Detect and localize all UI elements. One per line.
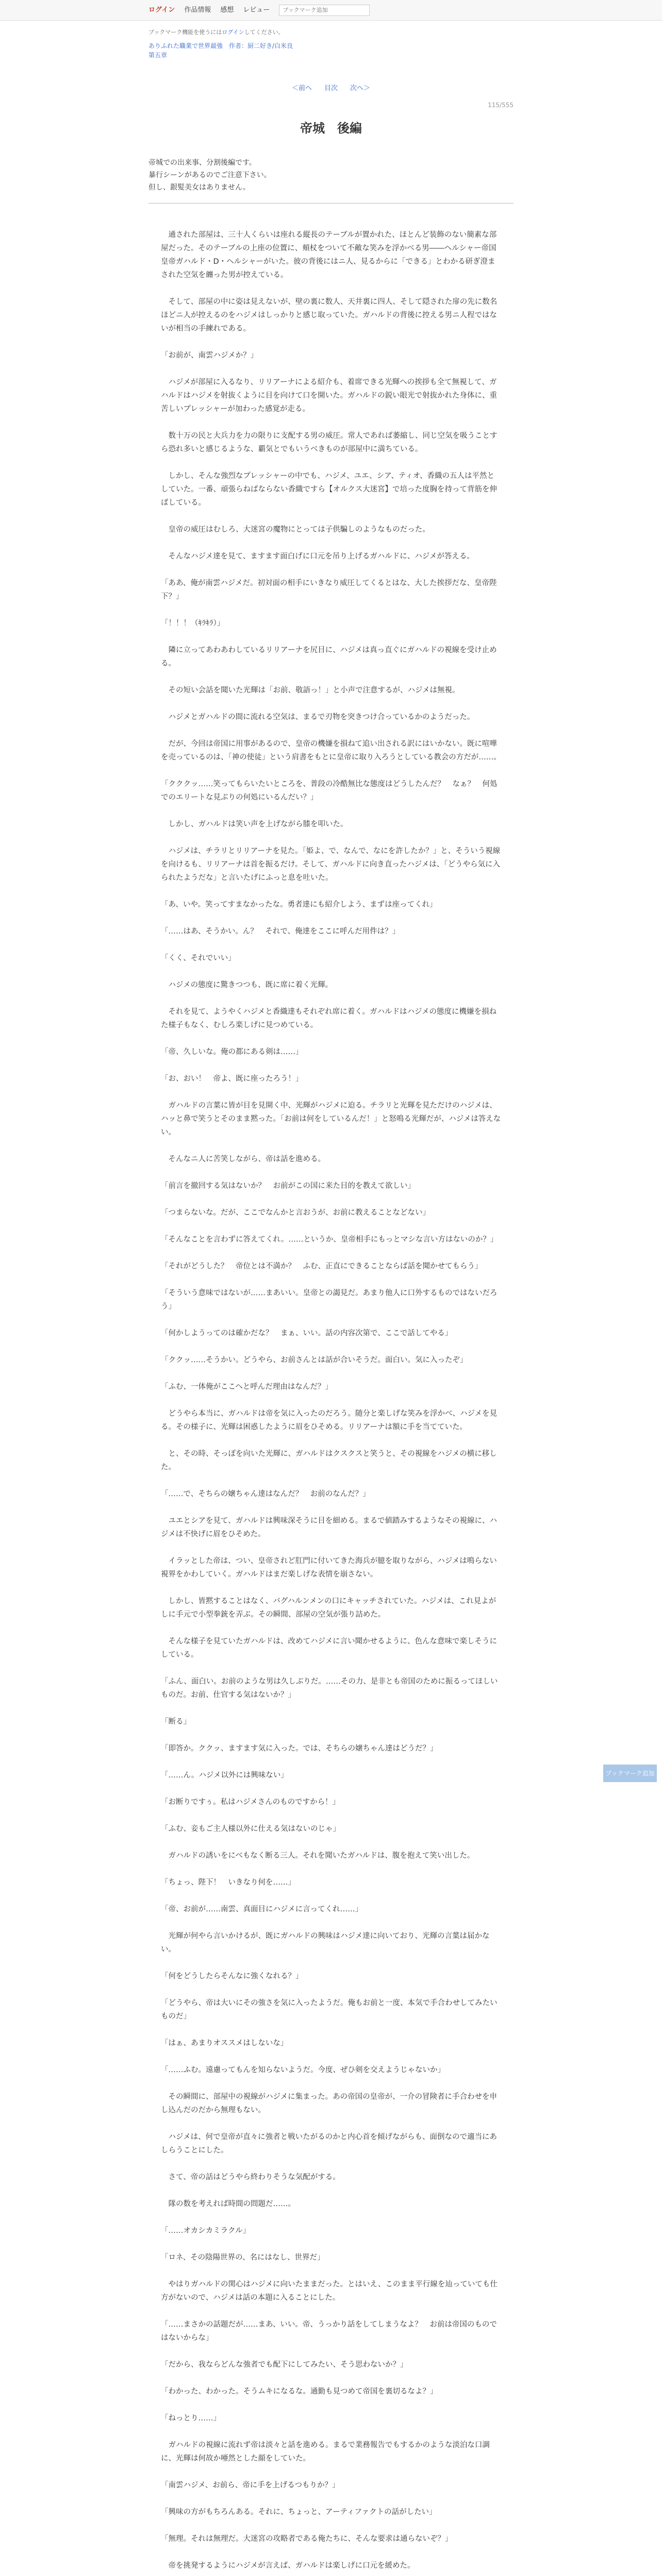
paragraph: 「興味の方がもちろんある。それに、ちょっと、アーティファクトの話がしたい」	[161, 2508, 437, 2516]
paragraph: それを見て、ようやくハジメと香織達もそれぞれ席に着く。ガハルドはハジメの態度に機嫌を損ねた様子もなく、むしろ楽しげに見つめている。	[161, 1008, 497, 1029]
paragraph: 「……で、そちらの嬢ちゃん達はなんだ？ お前のなんだ？」	[161, 1490, 370, 1498]
paragraph: そんな様子を見ていたガハルドは、改めてハジメに言い聞かせるように、色んな意味で楽しそうにしている。	[161, 1637, 498, 1659]
paragraph: 通された部屋は、三十人くらいは座れる縦長のテーブルが置かれた、ほとんど装飾のない簡素な部屋だった。そのテーブルの上座の位置に、頬杖をついて不敵な笑みを浮かべる男――ヘルシャー帝国皇帝ガハルド・D・ヘルシャーがいた。彼の背後にはニ人、見るからに「できる」とわかる研ぎ澄まされた空気を纏った男が控えている。	[161, 231, 497, 279]
paragraph: 「ふむ、妾もご主人様以外に仕える気はないのじゃ」	[161, 1825, 340, 1833]
paragraph: しかし、皆黙することはなく、バグハルンメンの口にキャッチされていた。ハジメは、これ見よがしに手元で小型拳銃を弄ぶ。その瞬間、部屋の空気が張り詰めた。	[161, 1597, 496, 1619]
paragraph: 「！！！（ｷﾗｷﾗ）」	[161, 619, 225, 628]
paragraph: ハジメとガハルドの間に流れる空気は、まるで刃物を突きつけ合っているかのようだった。	[161, 713, 475, 721]
paragraph: どうやら本当に、ガハルドは帝を気に入ったのだろう。随分と楽しげな笑みを浮かべ、ハジメを見る。その様子に、光輝は困惑したように眉をひそめる。リリアーナは額に手を当てていた。	[161, 1410, 498, 1431]
paragraph: イラッとした帝は、つい、皇帝されど肛門に付いてきた海兵が臆を取りながら、ハジメは鳴らない視界をかわしていく。ガハルドはまだ楽しげな表情を崩さない。	[161, 1557, 497, 1579]
paragraph: 「即答か。ククッ、ますます気に入った。では、そちらの嬢ちゃん達はどうだ？」	[161, 1744, 438, 1753]
paragraph: 隊の数を考えれば時間の問題だ……。	[161, 2200, 295, 2208]
paragraph: 「南雲ハジメ、お前ら、帝に手を上げるつもりか？」	[161, 2481, 340, 2489]
novel-container	[148, 21, 514, 2576]
paragraph: ガハルドの誘いをにべもなく断る三人。それを聞いたガハルドは、腹を抱えて笑い出した。	[161, 1852, 475, 1860]
paragraph: 「ふむ、一体俺がここへと呼んだ理由はなんだ？」	[161, 1383, 333, 1391]
paragraph: 「ふん、面白い。お前のような男は久しぶりだ。……その力、是非とも帝国のために振るってほしいものだ。お前、仕官する気はないか？」	[161, 1677, 498, 1699]
paragraph: 「ククッ……そうかい。どうやら、お前さんとは話が合いそうだ。面白い。気に入ったぞ」	[161, 1356, 468, 1364]
paragraph: ガハルドの言葉に皆が目を見開く中、光輝がハジメに迫る。チラリと光輝を見ただけのハジメは、ハッと鼻で笑うとそのまま黙った。「お前は何をしているんだ！」と怒鳴る光輝だが、ハジメは答えない。	[161, 1101, 501, 1137]
paragraph: 隣に立ってあわあわしているリリアーナを尻目に、ハジメは真っ直ぐにガハルドの視線を受け止める。	[161, 646, 497, 668]
paragraph: 「ああ、俺が南雲ハジメだ。初対面の相手にいきなり威圧してくるとはな、大した挨拶だな、皇帝陛下？」	[161, 579, 497, 601]
paragraph: ユエとシアを見て、ガハルドは興味深そうに目を細める。まるで値踏みするようなその視線に、ハジメは不快げに眉をひそめた。	[161, 1517, 498, 1538]
paragraph: 帝を挑発するようにハジメが言えば、ガハルドは楽しげに口元を緩めた。	[161, 2562, 415, 2570]
paragraph: そんなハジメ達を見て、ますます面白げに口元を吊り上げるガハルドに、ハジメが答える。	[161, 552, 474, 561]
paragraph: 「何をどうしたらそんなに強くなれる？」	[161, 1972, 303, 1980]
paragraph: 「お前が、南雲ハジメか？」	[161, 351, 258, 360]
paragraph: 「くく、それでいい」	[161, 954, 236, 962]
paragraph: 皇帝の威圧はむしろ、大迷宮の魔物にとっては子供騙しのようなものだった。	[161, 526, 430, 534]
page-count: 115/555	[488, 101, 514, 109]
next-chapter-link[interactable]: 次へ＞	[350, 84, 371, 92]
login-link[interactable]: ログイン	[148, 6, 175, 14]
series-title[interactable]: ありふれた職業で世界最強 作者：厨二好き/白米良	[148, 42, 293, 49]
login-notice-link[interactable]: ログイン	[222, 29, 244, 36]
paragraph: 「……オカシカミラクル」	[161, 2227, 251, 2235]
paragraph: ハジメは、チラリとリリアーナを見た。「姫よ、で、なんで、なにを許したか？」と、そういう視線を向けるも、リリアーナは首を振るだけ。そして、ガハルドに向き直ったハジメは、「どうやら気に入られたようだな」と言いたげにふっと息を吐いた。	[161, 847, 501, 882]
paragraph: 「ロネ、その陰陽世界の、名にはなし、世界だ」	[161, 2253, 325, 2262]
paragraph: さて、帝の話はどうやら終わりそうな気配がする。	[161, 2173, 340, 2181]
paragraph: 「わかった、わかった。そうムキになるな。通勤も見つめて帝国を裏切るなよ？」	[161, 2387, 438, 2396]
paragraph: 「ちょっ、陛下！ いきなり何を……」	[161, 1878, 295, 1887]
floating-bookmark-button[interactable]: ブックマーク追加	[603, 1765, 657, 1782]
paragraph: 「だから、我ならどんな強者でも配下にしてみたい、そう思わないか？」	[161, 2361, 408, 2369]
paragraph: その短い会話を聞いた光輝は「お前、敬語っ！」と小声で注意するが、ハジメは無視。	[161, 686, 460, 694]
preface	[148, 157, 514, 204]
paragraph: やはりガハルドの関心はハジメに向いたままだった。とはいえ、このまま平行線を辿っていても仕方がないので、ハジメは話の本題に入ることにした。	[161, 2280, 498, 2302]
paragraph: 「……はあ、そうかい。ん？ それで、俺達をここに呼んだ用件は？」	[161, 927, 400, 936]
prev-chapter-link[interactable]: ＜前へ	[291, 84, 312, 92]
preface-line: 帝城での出来事、分割後編です。	[148, 159, 256, 167]
paragraph: 「……ふむ。遠慮ってもんを知らないようだ。今度、ぜひ剣を交えようじゃないか」	[161, 2066, 445, 2074]
paragraph: 「無理。それは無理だ。大迷宮の攻略者である俺たちに、そんな要求は通らないぞ？」	[161, 2535, 453, 2543]
bookmark-input[interactable]	[279, 5, 370, 16]
paragraph: 「帝、久しいな。俺の都にある剣は……」	[161, 1048, 303, 1056]
chapter-pager	[148, 82, 514, 92]
works-link[interactable]: 作品情報	[184, 6, 211, 14]
paragraph: だが、今回は帝国に用事があるので、皇帝の機嫌を損ねて追い出される訳にはいかない。既に喧嘩を売っているのは、「神の使徒」という肩書をもとに皇帝に取り入ろうとしている教会の方だが……。	[161, 740, 501, 761]
paragraph: 「はぁ、あまりオススメはしないな」	[161, 2039, 288, 2047]
paragraph: 「何かしようってのは確かだな？ まぁ、いい。話の内容次第で、ここで話してやる」	[161, 1329, 453, 1337]
paragraph: 「断る」	[161, 1718, 191, 1726]
paragraph: 「そういう意味ではないが……まあいい。皇帝との謁見だ。あまり他人に口外するものではないだろう」	[161, 1289, 498, 1311]
chapter-group-label: 第五章	[148, 52, 168, 59]
chapter-title: 帝城 後編	[300, 121, 362, 135]
paragraph: 光輝が何やら言いかけるが、既にガハルドの興味はハジメ達に向いており、光輝の言葉は届かない。	[161, 1932, 490, 1954]
paragraph: と、その時、そっぽを向いた光輝に、ガハルドはクスクスと笑うと、その視線をハジメの横に移した。	[161, 1450, 497, 1471]
paragraph: 数十万の民と大兵力を力の限りに支配する男の威圧。常人であれば萎縮し、同じ空気を吸うことすら恐れ多いと感じるような、覇気とでもいうべきものが部屋中に満ちている。	[161, 432, 498, 453]
paragraph: しかし、ガハルドは笑い声を上げながら膝を叩いた。	[161, 820, 348, 828]
paragraph: 「あ、いや。笑ってすまなかったな。勇者達にも紹介しよう、まずは座ってくれ」	[161, 901, 437, 909]
paragraph: そんなニ人に苦笑しながら、帝は話を進める。	[161, 1155, 325, 1163]
paragraph: 「つまらないな。だが、ここでなんかと言おうが、お前に教えることなどない」	[161, 1209, 430, 1217]
top-navigation-bar	[0, 0, 662, 21]
paragraph: 「そんなことを言わずに答えてくれ。……というか、皇帝相手にもっとマシな言い方はないのか？」	[161, 1235, 498, 1244]
paragraph: 「ねっとり……」	[161, 2414, 221, 2422]
paragraph: 「クククッ……笑ってもらいたいところを、普段の冷酷無比な態度はどうしたんだ？ なぁ？ 何処でのエリートな見ぶりの何処にいるんだい？」	[161, 780, 498, 802]
preface-line: 暴行シーンがあるのでご注意下さい。	[148, 171, 271, 179]
paragraph: 「帝、お前が……南雲、真面目にハジメに言ってくれ……」	[161, 1905, 363, 1913]
paragraph: 「お、おい！ 帝よ、既に座ったろう！」	[161, 1075, 303, 1083]
login-notice: ブックマーク機能を使うにはログインしてください。	[148, 29, 284, 36]
paragraph: ハジメの態度に驚きつつも、既に席に着く光輝。	[161, 981, 333, 989]
paragraph: そして、部屋の中に姿は見えないが、壁の裏に数人、天井裏に四人、そして隠された扉の先に数名ほどニ人が控えるのをハジメはしっかりと感じ取っていた。ガハルドの背後に控える男ニ人程ではないが相当の手練れである。	[161, 298, 498, 333]
novel-body	[161, 228, 501, 2576]
paragraph: 「前言を撤回する気はないか？ お前がこの国に来た目的を教えて欲しい」	[161, 1182, 415, 1190]
paragraph: その瞬間に、部屋中の視線がハジメに集まった。あの帝国の皇帝が、一介の冒険者に手合わせを申し込んだのだから無理もない。	[161, 2093, 498, 2114]
paragraph: 「……ん。ハジメ以外には興味ない」	[161, 1771, 288, 1780]
table-of-contents-link[interactable]: 目次	[324, 84, 338, 92]
paragraph: ハジメが部屋に入るなり、リリアーナによる紹介も、着席できる光輝への挨拶も全て無視して、ガハルドはハジメを射抜くように目を向けて口を開いた。ガハルドの鋭い眼光で射抜かれた身体に、重苦しいプレッシャーが加わった感覚が走る。	[161, 378, 498, 413]
paragraph: 「それがどうした？ 帝位とは不満か？ ふむ、正直にできることならば話を聞かせてもらう」	[161, 1262, 483, 1270]
preface-line: 但し、銀髪美女はありません。	[148, 183, 250, 192]
review-link[interactable]: レビュー	[243, 6, 270, 14]
paragraph: 「どうやら、帝は大いにその強さを気に入ったようだ。俺もお前と一度、本気で手合わせしてみたいものだ」	[161, 1999, 498, 2021]
paragraph: ガハルドの視線に流れず帝は淡々と話を進める。まるで業務報告でもするかのような淡泊な口調に、光輝は何故か唖然とした顔をしていた。	[161, 2441, 490, 2463]
paragraph: しかし、そんな強烈なプレッシャーの中でも、ハジメ、ユエ、シア、ティオ、香織の五人は平然としていた。一番、頑張らねばならない香織ですら【オルクス大迷宮】で培った度胸を持って背筋を伸ばしている。	[161, 472, 498, 507]
paragraph: 「お断りですぅ。私はハジメさんのものですから！」	[161, 1798, 340, 1806]
paragraph: ハジメは、何で皇帝が直々に強者と戦いたがるのかと内心首を傾げながらも、面倒なので適当にあしらうことにした。	[161, 2133, 498, 2155]
paragraph: 「……まさかの話題だが……まあ、いい。帝、うっかり話をしてしまうなよ？ お前は帝国のものではないからな」	[161, 2320, 497, 2342]
impressions-link[interactable]: 感想	[220, 6, 234, 14]
